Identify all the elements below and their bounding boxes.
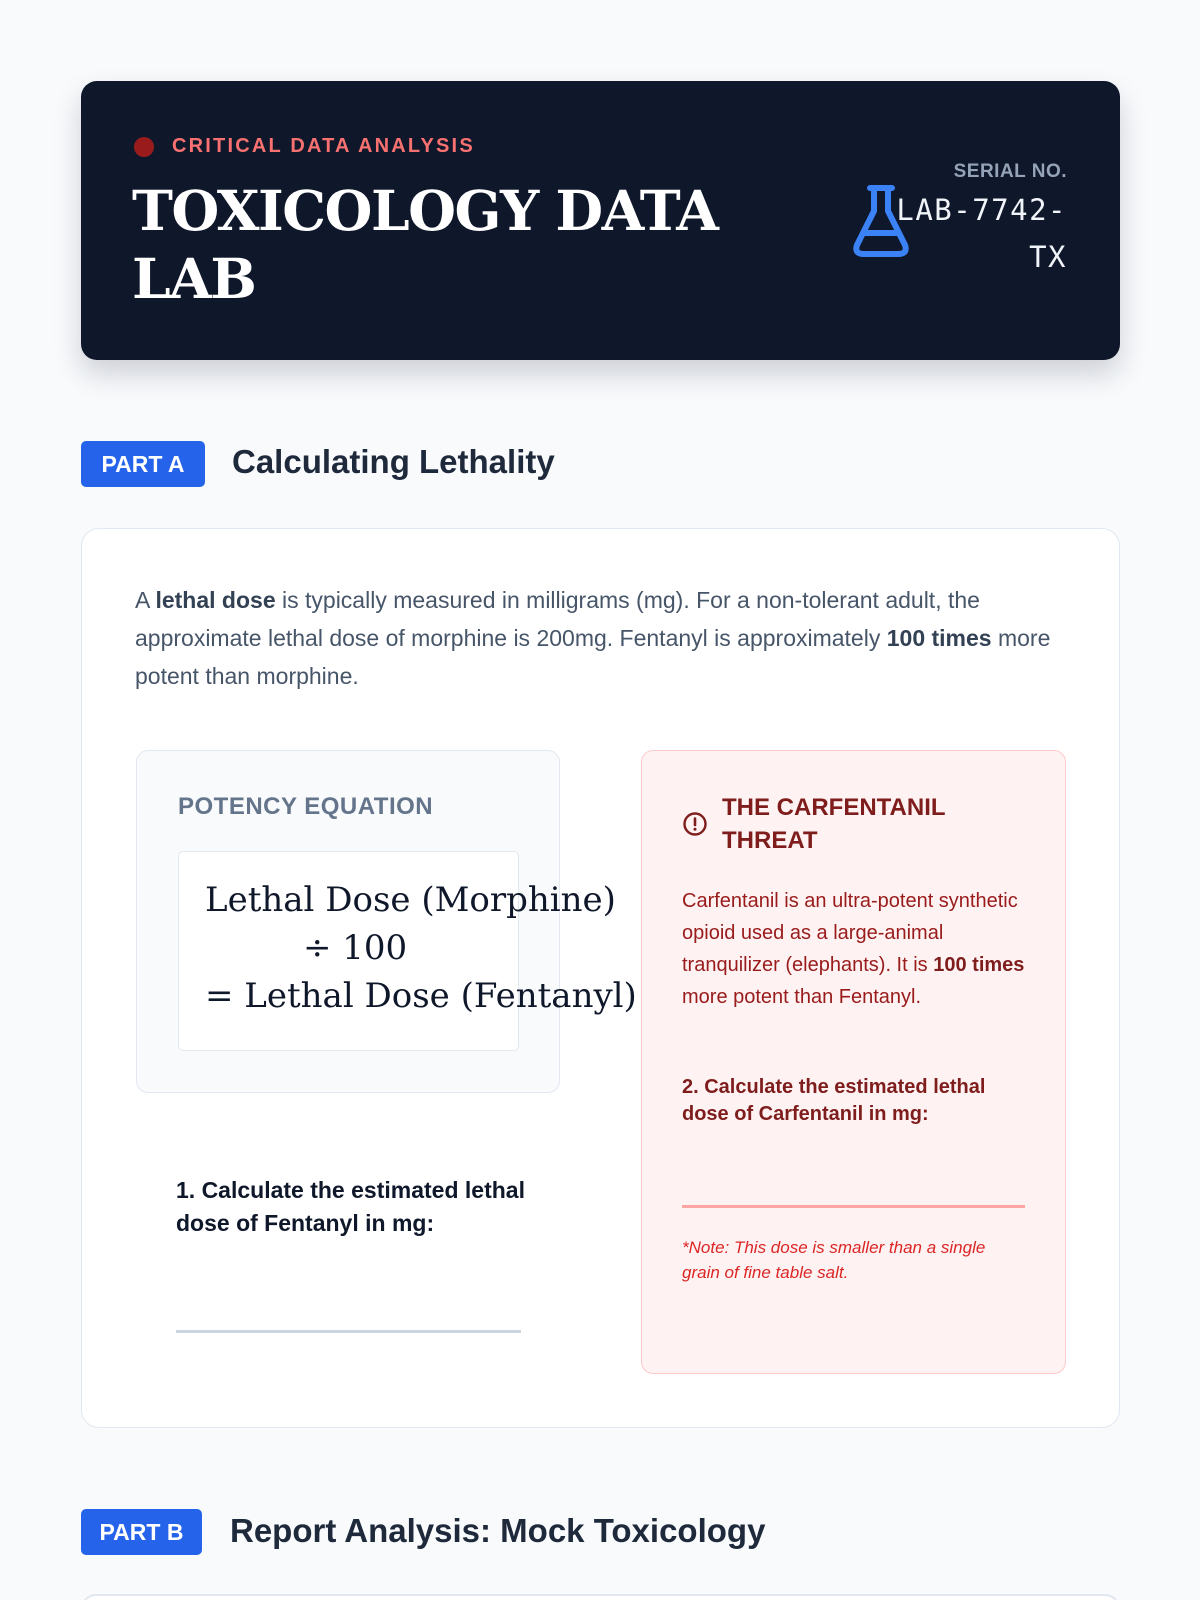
intro-emphasis-lethal-dose: lethal dose [155, 587, 276, 613]
intro-text: A [135, 587, 156, 613]
equation-line-3: = Lethal Dose (Fentanyl) [205, 976, 637, 1016]
answer-line-1[interactable] [176, 1330, 521, 1333]
threat-emphasis: 100 times [933, 954, 1025, 976]
carfentanil-threat-panel [641, 750, 1066, 1374]
serial-label: SERIAL NO. [953, 161, 1067, 182]
part-b-title: Report Analysis: Mock Toxicology [230, 1512, 766, 1549]
threat-description [682, 885, 1032, 1013]
intro-text: is typically measured in milligrams (mg). For a non-tolerant adult, the approximate lethal dose of morphine is 200mg. Fentanyl is approximately [135, 587, 980, 651]
status-dot [134, 137, 154, 157]
answer-line-2[interactable] [682, 1205, 1025, 1208]
part-a-title: Calculating Lethality [232, 443, 555, 480]
lab-header [81, 81, 1120, 360]
threat-text: Carfentanil is an ultra-potent synthetic opioid used as a large-animal tranquilizer (elephants). It is [682, 890, 1018, 976]
part-b-card [81, 1594, 1120, 1600]
part-a-badge: PART A [81, 441, 205, 487]
potency-equation-panel [136, 750, 560, 1093]
page-title: TOXICOLOGY DATA LAB [132, 178, 718, 311]
question-2: 2. Calculate the estimated lethal dose of Carfentanil in mg: [682, 1076, 986, 1125]
equation-line-2: ÷ 100 [303, 928, 408, 968]
part-b-badge: PART B [81, 1509, 202, 1555]
equation-line-1: Lethal Dose (Morphine) [205, 880, 616, 920]
potency-equation-title: POTENCY EQUATION [178, 793, 434, 820]
header-kicker [134, 135, 475, 158]
threat-note: *Note: This dose is smaller than a single grain of fine table salt. [682, 1238, 986, 1282]
kicker-text: CRITICAL DATA ANALYSIS [172, 135, 475, 157]
serial-number: LAB-7742-TX [896, 193, 1067, 274]
threat-text: more potent than Fentanyl. [682, 986, 922, 1008]
alert-circle-icon [682, 811, 708, 837]
intro-paragraph [135, 581, 1065, 695]
intro-text: more potent than morphine. [135, 625, 1051, 689]
question-1: 1. Calculate the estimated lethal dose of Fentanyl in mg: [176, 1177, 525, 1236]
threat-title: THE CARFENTANIL THREAT [722, 794, 946, 854]
intro-emphasis-100-times: 100 times [886, 625, 992, 651]
